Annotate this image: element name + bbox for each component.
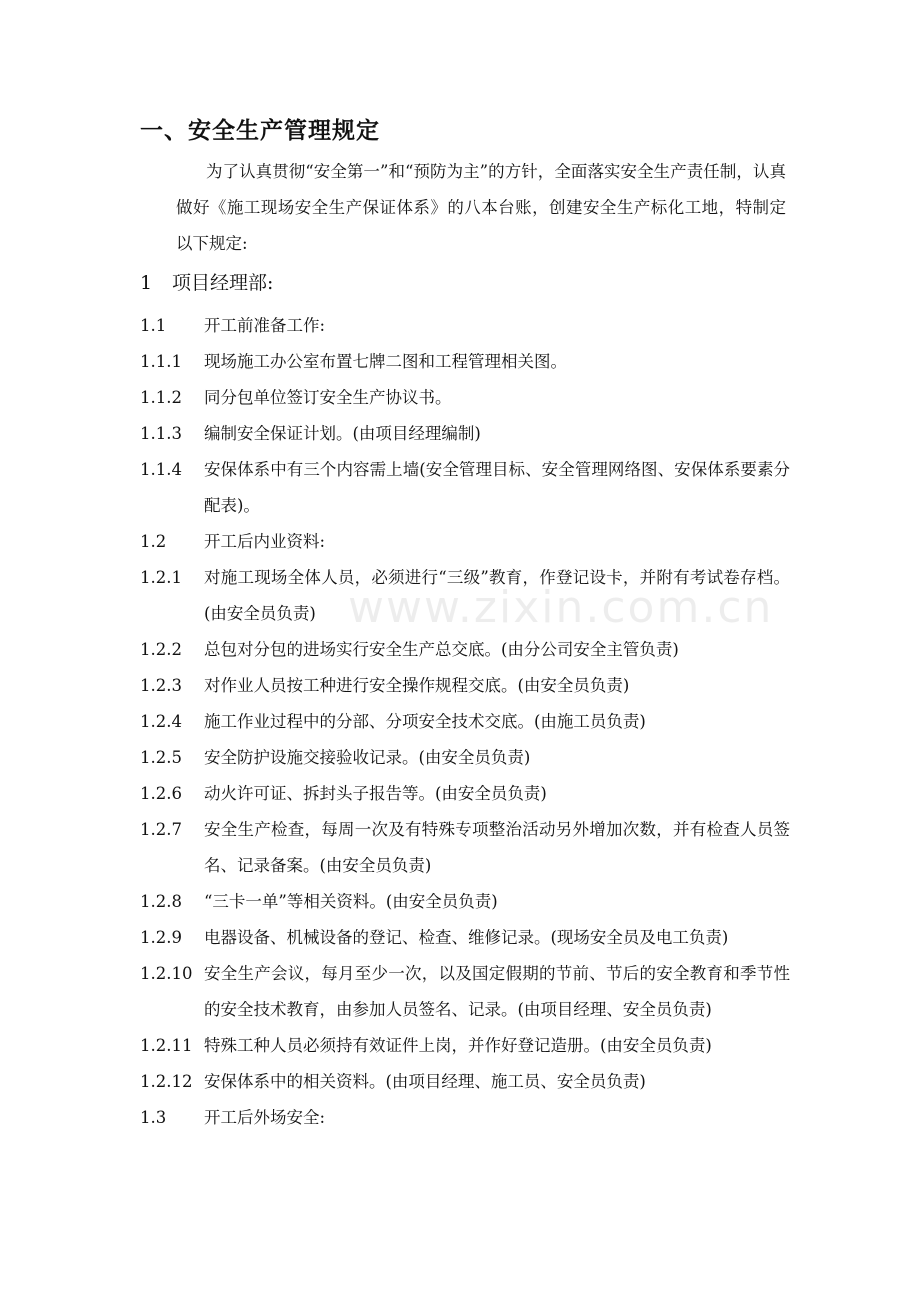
clause-item bbox=[140, 776, 790, 812]
clause-text: 安保体系中有三个内容需上墙(安全管理目标、安全管理网络图、安保体系要素分配表)。 bbox=[204, 460, 790, 515]
clause-text: 电器设备、机械设备的登记、检查、维修记录。(现场安全员及电工负责) bbox=[204, 928, 729, 947]
clause-item bbox=[140, 416, 790, 452]
watermark: www.zixin.com.cn bbox=[348, 582, 774, 633]
section-number: 1 bbox=[140, 272, 153, 294]
clause-text: 开工前准备工作: bbox=[204, 316, 326, 335]
clause-item bbox=[140, 1028, 790, 1064]
clause-number: 1.2.3 bbox=[140, 676, 182, 695]
intro-paragraph: 为了认真贯彻“安全第一”和“预防为主”的方针，全面落实安全生产责任制，认真做好《施工现场安全生产保证体系》的八本台账，创建安全生产标化工地，特制定以下规定: bbox=[176, 162, 786, 253]
clause-item bbox=[140, 812, 790, 884]
clause-text: 安全防护设施交接验收记录。(由安全员负责) bbox=[204, 748, 531, 767]
clause-text: 总包对分包的进场实行安全生产总交底。(由分公司安全主管负责) bbox=[204, 640, 679, 659]
clause-item bbox=[140, 632, 790, 668]
clause-list bbox=[140, 308, 790, 1136]
clause-number: 1.2.7 bbox=[140, 820, 182, 839]
clause-text: 动火许可证、拆封头子报告等。(由安全员负责) bbox=[204, 784, 547, 803]
clause-number: 1.1.3 bbox=[140, 424, 182, 443]
clause-text: 安全生产会议，每月至少一次，以及国定假期的节前、节后的安全教育和季节性的安全技术教育，由参加人员签名、记录。(由项目经理、安全员负责) bbox=[204, 964, 790, 1019]
clause-item bbox=[140, 344, 790, 380]
clause-number: 1.2.11 bbox=[140, 1036, 193, 1055]
clause-text: 安保体系中的相关资料。(由项目经理、施工员、安全员负责) bbox=[204, 1072, 646, 1091]
clause-item bbox=[140, 956, 790, 1028]
clause-text: 开工后外场安全: bbox=[204, 1108, 326, 1127]
clause-number: 1.2.5 bbox=[140, 748, 182, 767]
clause-text: 对施工现场全体人员，必须进行“三级”教育，作登记设卡，并附有考试卷存档。(由安全员负责) bbox=[204, 568, 790, 623]
clause-number: 1.2.1 bbox=[140, 568, 182, 587]
clause-text: 施工作业过程中的分部、分项安全技术交底。(由施工员负责) bbox=[204, 712, 646, 731]
clause-item bbox=[140, 704, 790, 740]
clause-item bbox=[140, 1064, 790, 1100]
clause-item bbox=[140, 920, 790, 956]
clause-number: 1.2.10 bbox=[140, 964, 193, 983]
clause-text: 对作业人员按工种进行安全操作规程交底。(由安全员负责) bbox=[204, 676, 630, 695]
clause-number: 1.1.1 bbox=[140, 352, 182, 371]
clause-text: 现场施工办公室布置七牌二图和工程管理相关图。 bbox=[204, 352, 567, 371]
document-heading: 一、安全生产管理规定 bbox=[140, 118, 380, 144]
clause-text: 特殊工种人员必须持有效证件上岗，并作好登记造册。(由安全员负责) bbox=[204, 1036, 712, 1055]
clause-text: 同分包单位签订安全生产协议书。 bbox=[204, 388, 452, 407]
clause-item bbox=[140, 308, 790, 344]
clause-text: 编制安全保证计划。(由项目经理编制) bbox=[204, 424, 481, 443]
clause-item bbox=[140, 380, 790, 416]
clause-number: 1.1.2 bbox=[140, 388, 182, 407]
clause-number: 1.2.4 bbox=[140, 712, 182, 731]
clause-text: “三卡一单”等相关资料。(由安全员负责) bbox=[204, 892, 498, 911]
clause-number: 1.2 bbox=[140, 532, 167, 551]
clause-text: 开工后内业资料: bbox=[204, 532, 326, 551]
section-title: 项目经理部: bbox=[172, 272, 274, 294]
clause-number: 1.2.12 bbox=[140, 1072, 193, 1091]
clause-number: 1.2.9 bbox=[140, 928, 182, 947]
clause-number: 1.3 bbox=[140, 1108, 167, 1127]
section-heading bbox=[140, 268, 273, 295]
clause-item bbox=[140, 452, 790, 524]
clause-number: 1.2.2 bbox=[140, 640, 182, 659]
clause-number: 1.1 bbox=[140, 316, 167, 335]
clause-number: 1.2.6 bbox=[140, 784, 182, 803]
clause-item bbox=[140, 668, 790, 704]
clause-item bbox=[140, 740, 790, 776]
clause-number: 1.1.4 bbox=[140, 460, 182, 479]
clause-item bbox=[140, 524, 790, 560]
clause-item bbox=[140, 560, 790, 632]
clause-item bbox=[140, 884, 790, 920]
clause-number: 1.2.8 bbox=[140, 892, 182, 911]
clause-item bbox=[140, 1100, 790, 1136]
clause-text: 安全生产检查，每周一次及有特殊专项整治活动另外增加次数，并有检查人员签名、记录备案。(由安全员负责) bbox=[204, 820, 790, 875]
